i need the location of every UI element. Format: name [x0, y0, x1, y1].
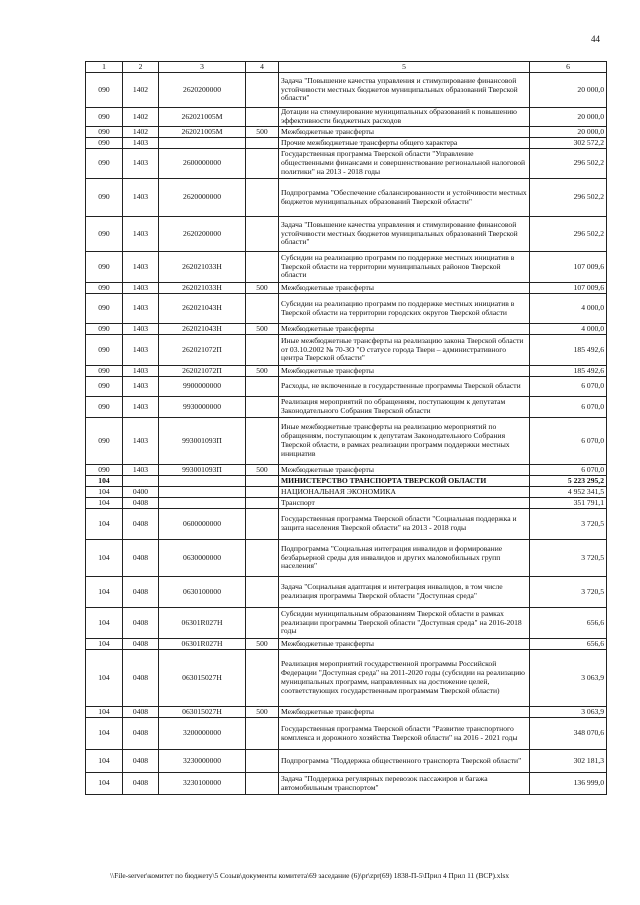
expense-type-cell — [246, 138, 279, 149]
target-article-cell: 063015027Н — [159, 707, 246, 718]
expense-type-cell — [246, 608, 279, 639]
section-code-cell: 1403 — [123, 366, 159, 377]
expense-type-cell — [246, 540, 279, 577]
admin-code-cell: 104 — [86, 718, 123, 750]
section-code-cell: 1403 — [123, 465, 159, 476]
item-name-cell: Задача "Повышение качества управления и стимулирование финансовой устойчивости местных бюджетов муниципальных образований Тверской области" — [279, 73, 530, 108]
section-code-cell: 0400 — [123, 487, 159, 498]
table-row — [86, 639, 607, 650]
amount-cell: 6 070,0 — [530, 397, 607, 418]
expense-type-cell — [246, 509, 279, 540]
amount-cell: 20 000,0 — [530, 73, 607, 108]
section-code-cell: 1402 — [123, 73, 159, 108]
amount-cell: 185 492,6 — [530, 366, 607, 377]
section-code-cell — [123, 476, 159, 487]
target-article-cell: 262021072П — [159, 335, 246, 366]
table-row — [86, 397, 607, 418]
column-header: 2 — [123, 62, 159, 73]
expense-type-cell: 500 — [246, 324, 279, 335]
amount-cell: 3 720,5 — [530, 509, 607, 540]
table-row — [86, 108, 607, 127]
column-header: 3 — [159, 62, 246, 73]
table-row — [86, 718, 607, 750]
expense-type-cell: 500 — [246, 707, 279, 718]
item-name-cell: Расходы, не включенные в государственные программы Тверской области — [279, 377, 530, 397]
item-name-cell: Межбюджетные трансферты — [279, 639, 530, 650]
admin-code-cell: 090 — [86, 149, 123, 179]
item-name-cell: Задача "Социальная адаптация и интеграция инвалидов, в том числе реализация программы Тверской области "Доступная среда" — [279, 577, 530, 608]
admin-code-cell: 104 — [86, 750, 123, 773]
expense-type-cell — [246, 750, 279, 773]
table-row — [86, 252, 607, 283]
item-name-cell: Государственная программа Тверской области "Управление общественными финансами и совершенствование региональной налоговой политики" на 2013 - 2018 годы — [279, 149, 530, 179]
table-row — [86, 138, 607, 149]
item-name-cell: Реализация мероприятий государственной программы Российской Федерации "Доступная среда" на 2011-2020 годы (субсидии на реализацию муниципальных программ, направленных на достижение целей, соответствующих государственным программам Тверской области) — [279, 650, 530, 707]
item-name-cell: Межбюджетные трансферты — [279, 324, 530, 335]
expense-type-cell — [246, 577, 279, 608]
target-article-cell: 0600000000 — [159, 509, 246, 540]
expense-type-cell — [246, 487, 279, 498]
admin-code-cell: 104 — [86, 608, 123, 639]
table-row — [86, 283, 607, 294]
amount-cell: 3 063,9 — [530, 707, 607, 718]
amount-cell: 107 009,6 — [530, 283, 607, 294]
expense-type-cell — [246, 773, 279, 795]
item-name-cell: Межбюджетные трансферты — [279, 707, 530, 718]
amount-cell: 296 502,2 — [530, 149, 607, 179]
expense-type-cell — [246, 335, 279, 366]
admin-code-cell: 104 — [86, 476, 123, 487]
section-code-cell: 1403 — [123, 283, 159, 294]
amount-cell: 6 070,0 — [530, 465, 607, 476]
admin-code-cell: 090 — [86, 73, 123, 108]
budget-table — [85, 61, 607, 795]
amount-cell: 351 791,1 — [530, 498, 607, 509]
target-article-cell: 2600000000 — [159, 149, 246, 179]
admin-code-cell: 104 — [86, 773, 123, 795]
target-article-cell: 3200000000 — [159, 718, 246, 750]
expense-type-cell — [246, 217, 279, 252]
table-row — [86, 707, 607, 718]
table-row — [86, 294, 607, 324]
item-name-cell: Государственная программа Тверской области "Социальная поддержка и защита населения Тверской области" на 2013 - 2018 годы — [279, 509, 530, 540]
expense-type-cell: 500 — [246, 127, 279, 138]
section-code-cell: 1403 — [123, 149, 159, 179]
section-code-cell: 0408 — [123, 509, 159, 540]
section-code-cell: 1403 — [123, 418, 159, 465]
target-article-cell: 0630000000 — [159, 540, 246, 577]
expense-type-cell: 500 — [246, 639, 279, 650]
section-code-cell: 1402 — [123, 127, 159, 138]
admin-code-cell: 090 — [86, 108, 123, 127]
item-name-cell: Подпрограмма "Поддержка общественного транспорта Тверской области" — [279, 750, 530, 773]
amount-cell: 5 223 295,2 — [530, 476, 607, 487]
table-row — [86, 217, 607, 252]
expense-type-cell — [246, 397, 279, 418]
amount-cell: 4 000,0 — [530, 294, 607, 324]
column-header: 5 — [279, 62, 530, 73]
section-code-cell: 0408 — [123, 498, 159, 509]
table-row — [86, 366, 607, 377]
section-code-cell: 0408 — [123, 773, 159, 795]
section-code-cell: 1403 — [123, 138, 159, 149]
admin-code-cell: 090 — [86, 418, 123, 465]
amount-cell: 3 063,9 — [530, 650, 607, 707]
item-name-cell: Дотации на стимулирование муниципальных образований к повышению эффективности бюджетных расходов — [279, 108, 530, 127]
admin-code-cell: 090 — [86, 366, 123, 377]
item-name-cell: Межбюджетные трансферты — [279, 283, 530, 294]
section-code-cell: 1402 — [123, 108, 159, 127]
admin-code-cell: 104 — [86, 707, 123, 718]
expense-type-cell — [246, 377, 279, 397]
item-name-cell: Субсидии на реализацию программ по поддержке местных инициатив в Тверской области на территории муниципальных районов Тверской области — [279, 252, 530, 283]
target-article-cell: 06301R027Н — [159, 639, 246, 650]
expense-type-cell — [246, 73, 279, 108]
expense-type-cell: 500 — [246, 465, 279, 476]
item-name-cell: Иные межбюджетные трансферты на реализацию мероприятий по обращениям, поступающим к депутатам Законодательного Собрания Тверской области, в рамках реализации программ поддержки местных инициатив — [279, 418, 530, 465]
target-article-cell — [159, 498, 246, 509]
expense-type-cell — [246, 418, 279, 465]
section-code-cell: 0408 — [123, 650, 159, 707]
amount-cell: 136 999,0 — [530, 773, 607, 795]
table-row — [86, 487, 607, 498]
table-row — [86, 149, 607, 179]
table-header-row — [86, 62, 607, 73]
admin-code-cell: 104 — [86, 577, 123, 608]
table-row — [86, 577, 607, 608]
section-code-cell: 1403 — [123, 324, 159, 335]
section-code-cell: 0408 — [123, 750, 159, 773]
section-code-cell: 0408 — [123, 707, 159, 718]
expense-type-cell — [246, 179, 279, 217]
admin-code-cell: 090 — [86, 179, 123, 217]
section-code-cell: 1403 — [123, 252, 159, 283]
item-name-cell: МИНИСТЕРСТВО ТРАНСПОРТА ТВЕРСКОЙ ОБЛАСТИ — [279, 476, 530, 487]
item-name-cell: Прочие межбюджетные трансферты общего характера — [279, 138, 530, 149]
target-article-cell: 262021033Н — [159, 252, 246, 283]
admin-code-cell: 090 — [86, 217, 123, 252]
table-row — [86, 476, 607, 487]
amount-cell: 296 502,2 — [530, 217, 607, 252]
target-article-cell: 262021005М — [159, 108, 246, 127]
table-body — [86, 73, 607, 795]
item-name-cell: Иные межбюджетные трансферты на реализацию закона Тверской области от 03.10.2002 № 70-ЗО "О статусе города Твери – административного центра Тверской области" — [279, 335, 530, 366]
item-name-cell: Реализация мероприятий по обращениям, поступающим к депутатам Законодательного Собрания Тверской области — [279, 397, 530, 418]
target-article-cell: 063015027Н — [159, 650, 246, 707]
target-article-cell: 3230000000 — [159, 750, 246, 773]
item-name-cell: Подпрограмма "Обеспечение сбалансированности и устойчивости местных бюджетов муниципальных образований Тверской области" — [279, 179, 530, 217]
admin-code-cell: 090 — [86, 138, 123, 149]
target-article-cell — [159, 138, 246, 149]
amount-cell: 302 572,2 — [530, 138, 607, 149]
amount-cell: 302 181,3 — [530, 750, 607, 773]
target-article-cell: 0630100000 — [159, 577, 246, 608]
section-code-cell: 1403 — [123, 217, 159, 252]
target-article-cell — [159, 476, 246, 487]
table-row — [86, 377, 607, 397]
item-name-cell: Государственная программа Тверской области "Развитие транспортного комплекса и дорожного хозяйства Тверской области" на 2016 - 2021 годы — [279, 718, 530, 750]
amount-cell: 6 070,0 — [530, 418, 607, 465]
expense-type-cell — [246, 294, 279, 324]
amount-cell: 107 009,6 — [530, 252, 607, 283]
admin-code-cell: 104 — [86, 509, 123, 540]
target-article-cell: 262021033Н — [159, 283, 246, 294]
section-code-cell: 0408 — [123, 577, 159, 608]
expense-type-cell — [246, 650, 279, 707]
amount-cell: 656,6 — [530, 608, 607, 639]
target-article-cell: 262021043Н — [159, 324, 246, 335]
amount-cell: 6 070,0 — [530, 377, 607, 397]
target-article-cell: 993001093П — [159, 465, 246, 476]
target-article-cell: 262021043Н — [159, 294, 246, 324]
item-name-cell: Транспорт — [279, 498, 530, 509]
target-article-cell: 262021005М — [159, 127, 246, 138]
column-header: 6 — [530, 62, 607, 73]
target-article-cell — [159, 487, 246, 498]
table-row — [86, 465, 607, 476]
expense-type-cell — [246, 149, 279, 179]
table-row — [86, 127, 607, 138]
table-row — [86, 650, 607, 707]
table-row — [86, 179, 607, 217]
admin-code-cell: 090 — [86, 324, 123, 335]
expense-type-cell — [246, 718, 279, 750]
target-article-cell: 9900000000 — [159, 377, 246, 397]
amount-cell: 20 000,0 — [530, 108, 607, 127]
target-article-cell: 2620200000 — [159, 73, 246, 108]
expense-type-cell — [246, 476, 279, 487]
item-name-cell: Межбюджетные трансферты — [279, 366, 530, 377]
table-row — [86, 773, 607, 795]
amount-cell: 20 000,0 — [530, 127, 607, 138]
admin-code-cell: 104 — [86, 650, 123, 707]
table-row — [86, 540, 607, 577]
section-code-cell: 1403 — [123, 397, 159, 418]
expense-type-cell: 500 — [246, 366, 279, 377]
expense-type-cell: 500 — [246, 283, 279, 294]
section-code-cell: 1403 — [123, 294, 159, 324]
table-row — [86, 750, 607, 773]
target-article-cell: 2620000000 — [159, 179, 246, 217]
admin-code-cell: 090 — [86, 377, 123, 397]
target-article-cell: 9930000000 — [159, 397, 246, 418]
section-code-cell: 1403 — [123, 335, 159, 366]
expense-type-cell — [246, 252, 279, 283]
item-name-cell: Подпрограмма "Социальная интеграция инвалидов и формирование безбарьерной среды для инвалидов и других маломобильных групп населения" — [279, 540, 530, 577]
amount-cell: 185 492,6 — [530, 335, 607, 366]
column-header: 4 — [246, 62, 279, 73]
section-code-cell: 0408 — [123, 639, 159, 650]
admin-code-cell: 090 — [86, 283, 123, 294]
item-name-cell: Субсидии на реализацию программ по поддержке местных инициатив в Тверской области на территории городских округов Тверской области — [279, 294, 530, 324]
table-row — [86, 498, 607, 509]
section-code-cell: 0408 — [123, 608, 159, 639]
expense-type-cell — [246, 498, 279, 509]
item-name-cell: НАЦИОНАЛЬНАЯ ЭКОНОМИКА — [279, 487, 530, 498]
admin-code-cell: 090 — [86, 335, 123, 366]
admin-code-cell: 104 — [86, 639, 123, 650]
item-name-cell: Субсидии муниципальным образованиям Тверской области в рамках реализации программы Тверской области "Доступная среда" на 2016-2018 годы — [279, 608, 530, 639]
target-article-cell: 993001093П — [159, 418, 246, 465]
admin-code-cell: 104 — [86, 498, 123, 509]
item-name-cell: Задача "Поддержка регулярных перевозок пассажиров и багажа автомобильным транспортом" — [279, 773, 530, 795]
section-code-cell: 1403 — [123, 377, 159, 397]
page-number: 44 — [591, 34, 600, 44]
amount-cell: 348 070,6 — [530, 718, 607, 750]
item-name-cell: Задача "Повышение качества управления и стимулирование финансовой устойчивости местных бюджетов муниципальных образований Тверской области" — [279, 217, 530, 252]
target-article-cell: 2620200000 — [159, 217, 246, 252]
file-path-footer: \\File-server\комитет по бюджету\5 Созыв\документы комитета\69 заседание (6)\pr\zpr(69) 1838-П-5\Прил 4 Прил 11 (ВСР).xlsx — [110, 871, 510, 880]
table-row — [86, 324, 607, 335]
admin-code-cell: 090 — [86, 465, 123, 476]
column-header: 1 — [86, 62, 123, 73]
admin-code-cell: 104 — [86, 540, 123, 577]
amount-cell: 656,6 — [530, 639, 607, 650]
table-row — [86, 73, 607, 108]
item-name-cell: Межбюджетные трансферты — [279, 127, 530, 138]
admin-code-cell: 104 — [86, 487, 123, 498]
amount-cell: 3 720,5 — [530, 540, 607, 577]
table-row — [86, 608, 607, 639]
table-row — [86, 418, 607, 465]
item-name-cell: Межбюджетные трансферты — [279, 465, 530, 476]
table-row — [86, 335, 607, 366]
target-article-cell: 262021072П — [159, 366, 246, 377]
section-code-cell: 0408 — [123, 718, 159, 750]
amount-cell: 3 720,5 — [530, 577, 607, 608]
amount-cell: 4 000,0 — [530, 324, 607, 335]
admin-code-cell: 090 — [86, 397, 123, 418]
amount-cell: 4 952 341,5 — [530, 487, 607, 498]
admin-code-cell: 090 — [86, 294, 123, 324]
section-code-cell: 1403 — [123, 179, 159, 217]
section-code-cell: 0408 — [123, 540, 159, 577]
expense-type-cell — [246, 108, 279, 127]
target-article-cell: 06301R027Н — [159, 608, 246, 639]
amount-cell: 296 502,2 — [530, 179, 607, 217]
target-article-cell: 3230100000 — [159, 773, 246, 795]
admin-code-cell: 090 — [86, 252, 123, 283]
table-row — [86, 509, 607, 540]
admin-code-cell: 090 — [86, 127, 123, 138]
